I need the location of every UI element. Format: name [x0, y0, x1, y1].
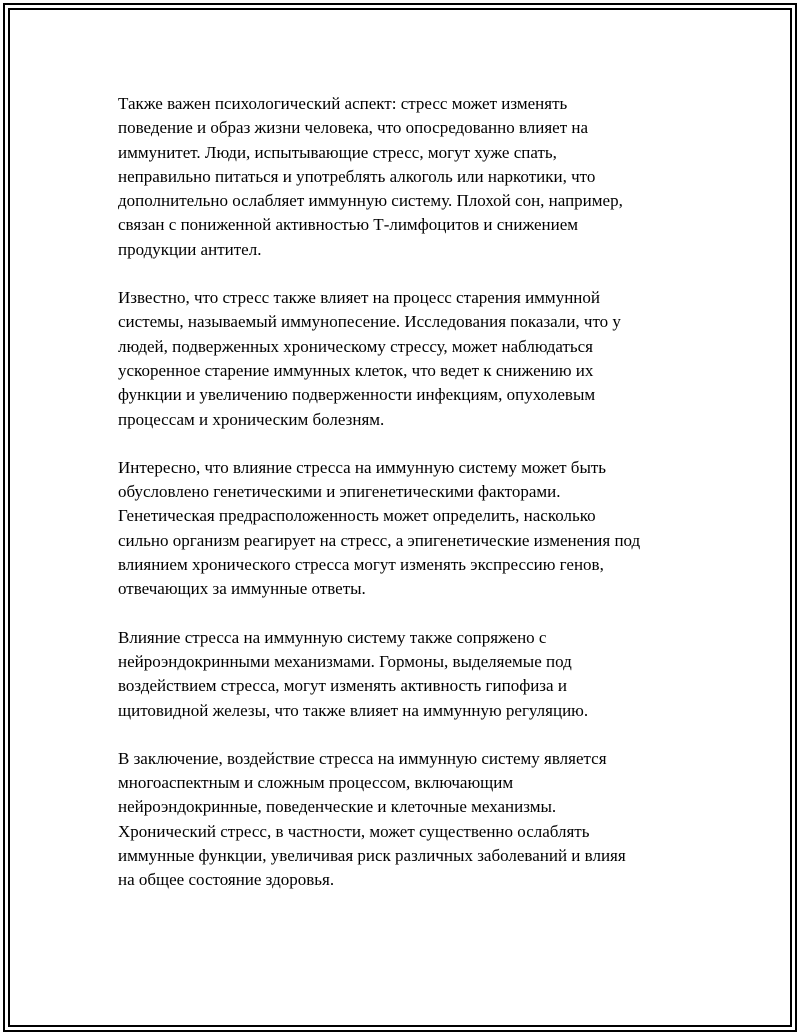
paragraph-immune-aging: Известно, что стресс также влияет на процесс старения иммунной системы, называемый иммунопесение. Исследования показали, что у людей, подверженных хроническому стрессу, может наблюдаться ускоренное старение иммунных клеток, что ведет к снижению их функции и увеличению подверженности инфекциям, опухолевым процессам и хроническим болезням.	[118, 288, 621, 429]
paragraph-genetic-factors: Интересно, что влияние стресса на иммунную систему может быть обусловлено генетическими и эпигенетическими факторами. Генетическая предрасположенность может определить, насколько сильно организм реагирует на стресс, а эпигенетические изменения под влиянием хронического стресса могут изменять экспрессию генов, отвечающих за иммунные ответы.	[118, 457, 641, 599]
paragraph-conclusion: В заключение, воздействие стресса на иммунную систему является многоаспектным и сложным процессом, включающим нейроэндокринные, поведенческие и клеточные механизмы. Хронический стресс, в частности, может существенно ослаблять иммунные функции, увеличивая риск различных заболеваний и влияя на общее состояние здоровья.	[118, 748, 626, 890]
paragraph-neuroendocrine: Влияние стресса на иммунную систему также сопряжено с нейроэндокринными механизмами. Гормоны, выделяемые под воздействием стресса, могут изменять активность гипофиза и щитовидной железы, что также влияет на иммунную регуляцию.	[118, 627, 589, 720]
paragraph-psychological-aspect: Также важен психологический аспект: стресс может изменять поведение и образ жизни человека, что опосредованно влияет на иммунитет. Люди, испытывающие стресс, могут хуже спать, неправильно питаться и употреблять алкоголь или наркотики, что дополнительно ослабляет иммунную систему. Плохой сон, например, связан с пониженной активностью Т-лимфоцитов и снижением продукции антител.	[118, 94, 623, 259]
document-body	[118, 92, 708, 917]
